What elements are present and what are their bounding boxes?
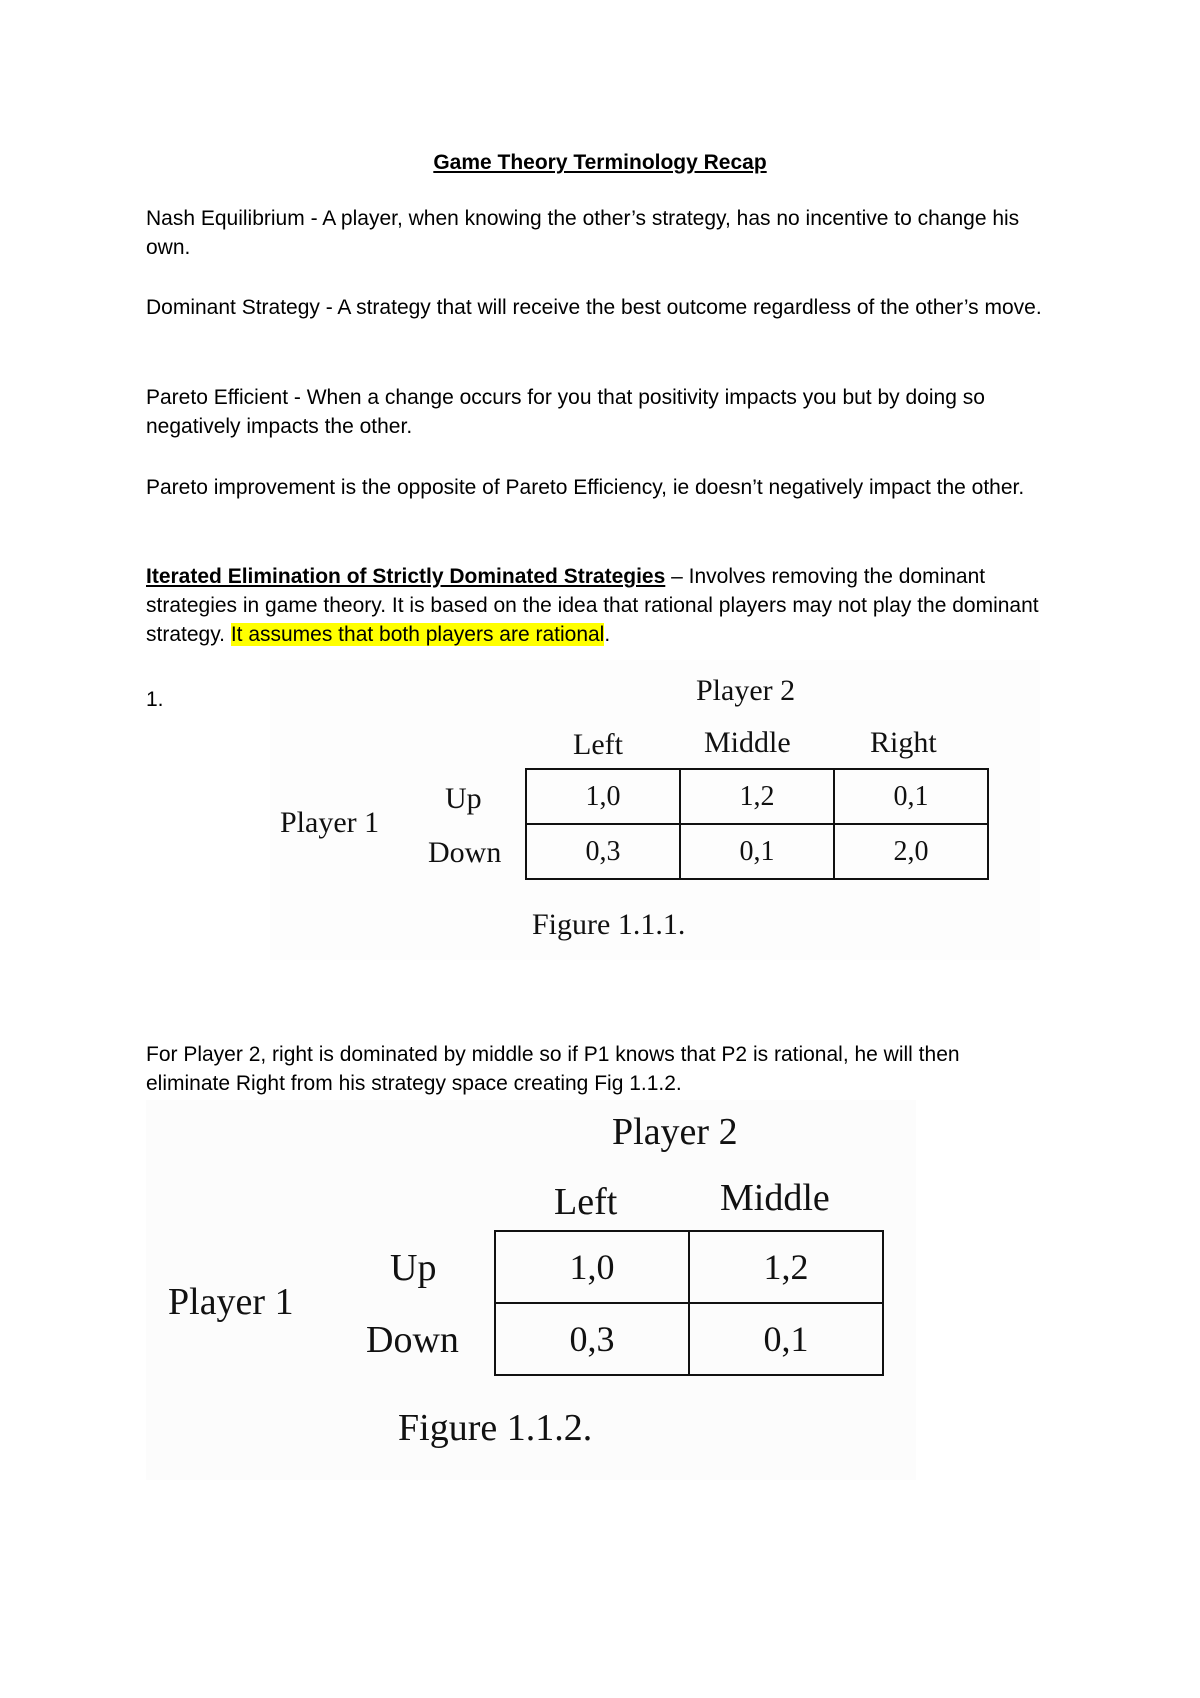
iesds-highlight: It assumes that both players are rational [230, 623, 605, 646]
fig2-col-left: Left [554, 1181, 618, 1223]
fig2-cell-up-left: 1,0 [495, 1231, 689, 1303]
fig2-row-down: Down [366, 1319, 459, 1361]
fig2-player1-label: Player 1 [168, 1281, 294, 1323]
fig1-row-down: Down [428, 836, 502, 869]
fig1-cell-down-right: 2,0 [834, 824, 988, 879]
iesds-end: . [604, 623, 611, 646]
fig2-cell-down-middle: 0,1 [689, 1303, 883, 1375]
fig2-player2-label: Player 2 [612, 1111, 738, 1153]
fig2-cell-up-middle: 1,2 [689, 1231, 883, 1303]
figure-1-1-2 [146, 1100, 916, 1480]
figure-1-1-1 [270, 660, 1040, 960]
fig1-player2-label: Player 2 [696, 674, 796, 707]
pareto-improvement-definition: Pareto improvement is the opposite of Pareto Efficiency, ie doesn’t negatively impact the other. [146, 476, 1025, 499]
fig1-row-up-cells [526, 769, 988, 824]
fig1-player1-label: Player 1 [280, 806, 380, 839]
fig2-caption: Figure 1.1.2. [398, 1407, 593, 1449]
fig1-cell-up-right: 0,1 [834, 769, 988, 824]
dominant-strategy-definition: Dominant Strategy - A strategy that will receive the best outcome regardless of the other’s move. [146, 296, 1042, 319]
fig1-cell-up-left: 1,0 [526, 769, 680, 824]
iesds-heading: Iterated Elimination of Strictly Dominated Strategies [146, 565, 666, 588]
fig2-row-down-cells [495, 1303, 883, 1375]
fig1-cell-down-left: 0,3 [526, 824, 680, 879]
fig1-row-up: Up [445, 782, 482, 815]
iesds-paragraph [146, 562, 1046, 649]
document-title: Game Theory Terminology Recap [433, 151, 767, 174]
fig1-caption: Figure 1.1.1. [532, 908, 686, 941]
fig1-col-right: Right [870, 726, 937, 759]
fig1-cell-down-middle: 0,1 [680, 824, 834, 879]
fig2-payoff-matrix [494, 1230, 884, 1376]
fig1-col-left: Left [573, 728, 623, 761]
nash-equilibrium-definition: Nash Equilibrium - A player, when knowing the other’s strategy, has no incentive to change his own. [146, 207, 1020, 259]
fig1-row-down-cells [526, 824, 988, 879]
item-number: 1. [146, 688, 164, 711]
fig1-cell-up-middle: 1,2 [680, 769, 834, 824]
fig1-payoff-matrix [525, 768, 989, 880]
fig2-row-up-cells [495, 1231, 883, 1303]
iesds-body: – Involves removing the dominant strategies in game theory. It is based on the idea that rational players may not play the dominant strategy. [146, 565, 1039, 646]
fig2-col-middle: Middle [720, 1177, 830, 1219]
pareto-efficient-definition: Pareto Efficient - When a change occurs for you that positivity impacts you but by doing so negatively impacts the other. [146, 386, 985, 438]
explanation-paragraph: For Player 2, right is dominated by middle so if P1 knows that P2 is rational, he will then eliminate Right from his strategy space creating Fig 1.1.2. [146, 1043, 960, 1095]
fig1-col-middle: Middle [704, 726, 791, 759]
fig2-row-up: Up [390, 1247, 437, 1289]
fig2-cell-down-left: 0,3 [495, 1303, 689, 1375]
